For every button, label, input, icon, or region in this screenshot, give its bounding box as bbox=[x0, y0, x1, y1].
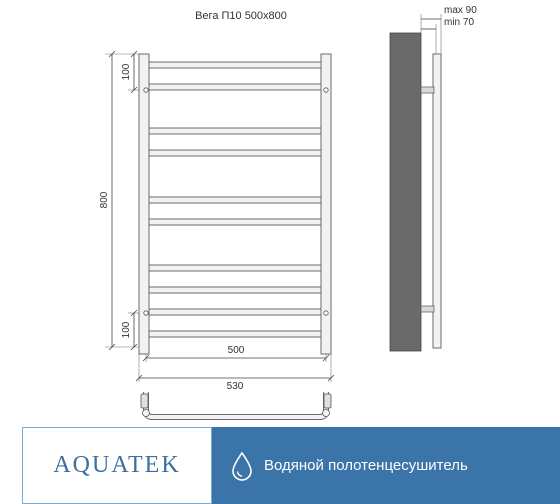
front-view bbox=[139, 54, 331, 354]
top-spacing-dimension bbox=[121, 51, 139, 93]
crossbar-6 bbox=[149, 219, 321, 225]
inner-width-label: 500 bbox=[227, 345, 245, 356]
crossbar-10 bbox=[149, 331, 321, 337]
height-dimension-label: 800 bbox=[99, 191, 110, 209]
outer-width-dimension bbox=[136, 354, 334, 392]
crossbar-7 bbox=[149, 265, 321, 271]
upper-left-connection-point bbox=[144, 88, 148, 92]
side-vertical-rail bbox=[433, 54, 441, 348]
lower-left-connection-point bbox=[144, 311, 148, 315]
water-drop-icon bbox=[230, 451, 254, 481]
brand-logo: AQUATEK bbox=[53, 452, 181, 478]
upper-right-connection-point bbox=[324, 88, 328, 92]
top-view bbox=[141, 392, 331, 417]
lower-right-connection-point bbox=[324, 311, 328, 315]
crossbar-5 bbox=[149, 197, 321, 203]
side-view bbox=[390, 5, 477, 351]
product-description: Водяной полотенцесушитель bbox=[264, 457, 468, 474]
description-box bbox=[212, 427, 560, 504]
top-spacing-label: 100 bbox=[121, 63, 132, 81]
drawing-title: Вега П10 500x800 bbox=[195, 10, 287, 22]
min-offset-label: min 70 bbox=[444, 17, 475, 28]
crossbar-1 bbox=[149, 62, 321, 68]
crossbar-4 bbox=[149, 150, 321, 156]
crossbar-3 bbox=[149, 128, 321, 134]
crossbar-2 bbox=[149, 84, 321, 90]
crossbars bbox=[149, 62, 321, 337]
upper-wall-connector bbox=[421, 87, 434, 93]
max-offset-label: max 90 bbox=[444, 5, 477, 16]
brand-box bbox=[22, 427, 212, 504]
crossbar-8 bbox=[149, 287, 321, 293]
lower-wall-connector bbox=[421, 306, 434, 312]
footer-banner bbox=[0, 427, 560, 504]
bottom-spacing-label: 100 bbox=[121, 321, 132, 339]
outer-width-label: 530 bbox=[226, 381, 244, 392]
height-dimension bbox=[99, 51, 139, 350]
left-vertical-rail bbox=[139, 54, 149, 354]
left-mount-bracket bbox=[141, 394, 148, 408]
inner-width-dimension bbox=[143, 345, 329, 362]
crossbar-9 bbox=[149, 309, 321, 315]
right-vertical-rail bbox=[321, 54, 331, 354]
bottom-spacing-dimension bbox=[121, 310, 139, 350]
wall-section bbox=[390, 33, 421, 351]
right-mount-bracket bbox=[324, 394, 331, 408]
